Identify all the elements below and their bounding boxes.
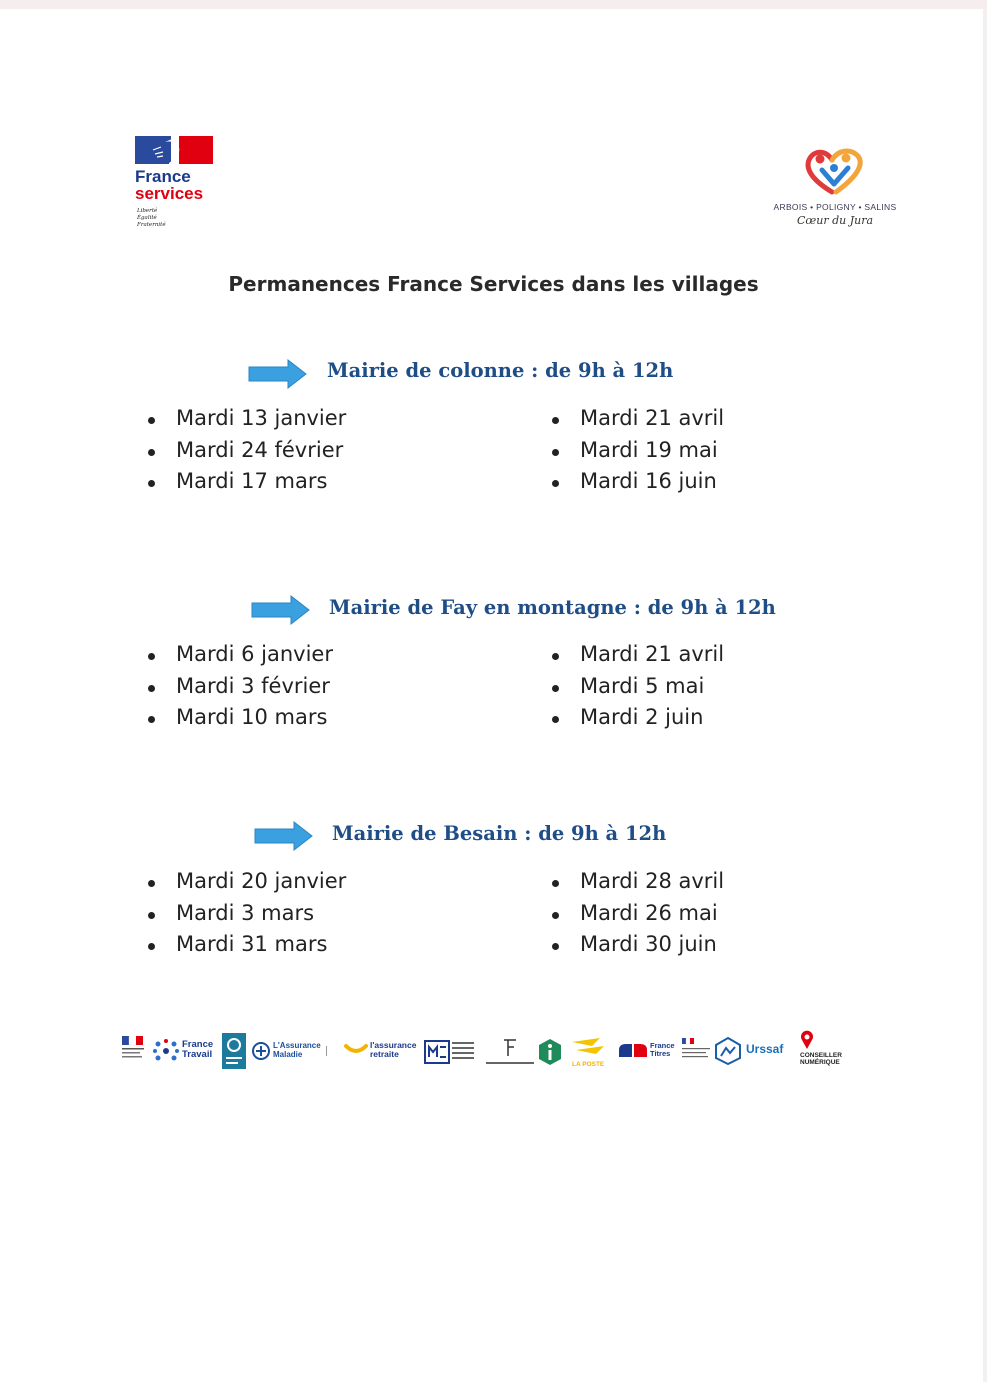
assurance-retraite-line1: l'assurance: [370, 1040, 417, 1050]
france-travail-logo: [182, 1040, 213, 1060]
list-item: Mardi 30 juin: [552, 929, 724, 961]
coeur-du-jura-name: Cœur du Jura: [796, 214, 874, 227]
assurance-retraite-logo: [370, 1041, 416, 1059]
urssaf-logo: Urssaf: [746, 1042, 784, 1056]
motto-line: Fraternité: [137, 222, 166, 228]
list-item: Mardi 20 janvier: [148, 866, 346, 898]
assurance-retraite-line2: retraite: [370, 1049, 399, 1059]
list-item: Mardi 3 mars: [148, 898, 346, 930]
list-item: Mardi 5 mai: [552, 671, 724, 703]
list-item: Mardi 19 mai: [552, 435, 724, 467]
motto-line: Liberté: [137, 208, 158, 214]
assurance-maladie-line2: Maladie: [273, 1049, 303, 1059]
section-besain: [0, 818, 987, 978]
arrow-right-icon: [254, 821, 314, 851]
conseiller-numerique-logo: [800, 1052, 842, 1066]
list-item: Mardi 21 avril: [552, 403, 724, 435]
info-icon: [538, 1038, 562, 1066]
republic-motto: [137, 208, 166, 229]
date-list-left: [148, 866, 346, 961]
caf-logo: [222, 1033, 246, 1069]
assurance-maladie-line1: L'Assurance: [273, 1041, 321, 1050]
conseiller-line2: NUMÉRIQUE: [800, 1059, 840, 1066]
list-item: Mardi 24 février: [148, 435, 346, 467]
date-list-left: [148, 403, 346, 498]
list-item: Mardi 31 mars: [148, 929, 346, 961]
list-item: Mardi 28 avril: [552, 866, 724, 898]
la-poste-logo: LA POSTE: [572, 1061, 605, 1068]
coeur-du-jura-towns: ARBOIS • POLIGNY • SALINS: [773, 202, 897, 212]
date-list-right: [552, 866, 724, 961]
finances-publiques-logo: [484, 1038, 536, 1068]
section-title: Mairie de Besain : de 9h à 12h: [332, 822, 667, 845]
france-titres-line1: France: [650, 1041, 675, 1050]
conseiller-line1: CONSEILLER: [800, 1052, 842, 1059]
france-travail-icon: [152, 1036, 180, 1066]
republique-francaise-logo: [120, 1036, 146, 1066]
date-list-right: [552, 403, 724, 498]
section-title: Mairie de colonne : de 9h à 12h: [327, 359, 674, 382]
coeur-du-jura-logo: [772, 146, 902, 236]
list-item: Mardi 16 juin: [552, 466, 724, 498]
list-item: Mardi 26 mai: [552, 898, 724, 930]
msa-text-lines: [452, 1042, 474, 1059]
marianne-flag-icon: [135, 136, 213, 164]
assurance-retraite-icon: [344, 1042, 368, 1056]
list-item: Mardi 17 mars: [148, 466, 346, 498]
france-titres-line2: Titres: [650, 1049, 671, 1058]
france-travail-line1: France: [182, 1039, 214, 1050]
separator: [326, 1046, 333, 1056]
page-title: Permanences France Services dans les villages: [228, 272, 759, 296]
location-pin-icon: [800, 1030, 814, 1050]
list-item: Mardi 3 février: [148, 671, 333, 703]
section-fay-en-montagne: [0, 592, 987, 752]
heart-icon: [802, 146, 866, 196]
list-item: Mardi 21 avril: [552, 639, 724, 671]
partner-logos: [118, 1030, 858, 1075]
france-titres-icon: [618, 1042, 648, 1058]
assurance-maladie-icon: [251, 1040, 271, 1062]
ministere-logo: [680, 1038, 712, 1064]
list-item: Mardi 10 mars: [148, 702, 333, 734]
france-titres-logo: [650, 1042, 675, 1058]
msa-icon: [424, 1040, 450, 1064]
date-list-left: [148, 639, 333, 734]
list-item: Mardi 13 janvier: [148, 403, 346, 435]
arrow-right-icon: [251, 595, 311, 625]
hexagon-logo: [714, 1036, 742, 1066]
top-edge-strip: [0, 0, 987, 9]
arrow-right-icon: [248, 359, 308, 389]
section-title: Mairie de Fay en montagne : de 9h à 12h: [329, 596, 776, 619]
list-item: Mardi 6 janvier: [148, 639, 333, 671]
france-services-line1: France: [135, 167, 191, 186]
france-services-line2: services: [135, 184, 204, 203]
date-list-right: [552, 639, 724, 734]
assurance-maladie-logo: [273, 1042, 321, 1059]
section-colonne: [0, 355, 987, 515]
france-services-logo: [135, 136, 245, 236]
list-item: Mardi 2 juin: [552, 702, 724, 734]
france-travail-line2: Travail: [182, 1049, 213, 1060]
motto-line: Égalité: [137, 215, 157, 221]
la-poste-icon: [570, 1036, 606, 1060]
